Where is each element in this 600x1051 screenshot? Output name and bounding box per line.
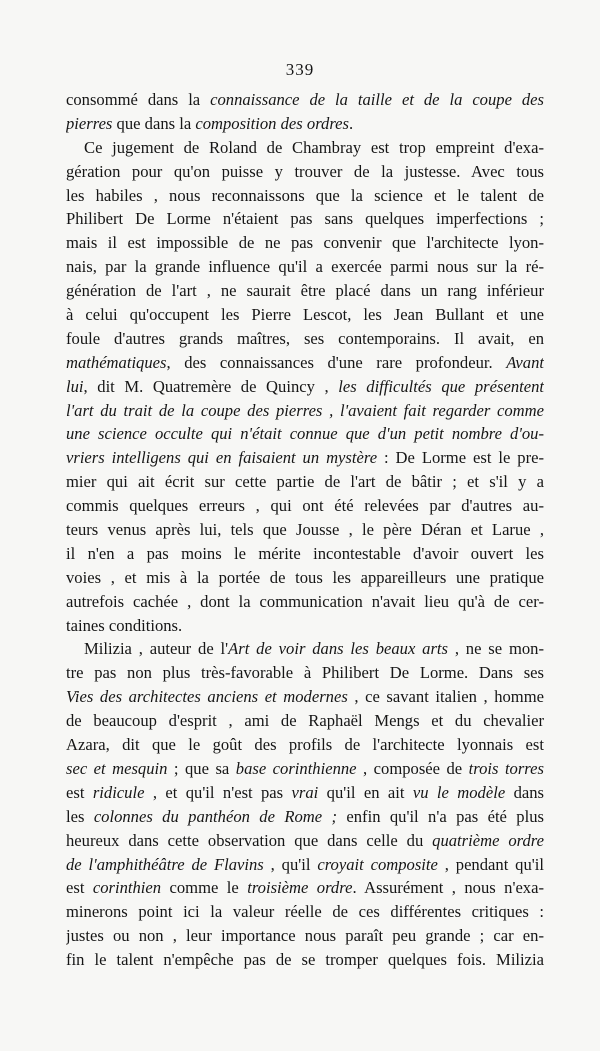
text-line	[66, 351, 544, 375]
text-run: autrefois cachée , dont la communication n'avait lieu qu'à de cer-	[66, 591, 544, 611]
italic-text: mathématiques	[66, 352, 167, 372]
text-line	[66, 399, 544, 423]
text-line	[66, 614, 544, 638]
text-line	[66, 160, 544, 184]
text-run: justes ou non , leur importance nous paraît peu grande ; car en-	[66, 926, 544, 946]
italic-text: colonnes du panthéon de Rome ;	[93, 806, 338, 826]
text-line	[66, 255, 544, 279]
text-run: , pendant qu'il	[437, 854, 544, 874]
text-run: que dans la	[112, 113, 196, 133]
text-run: consommé dans la	[66, 90, 211, 109]
text-run: nais, par la grande influence qu'il a exercée parmi nous sur la ré-	[66, 257, 544, 277]
text-run: il n'en a pas moins le mérite incontestable d'avoir ouvert les	[66, 543, 544, 563]
text-run: Azara, dit que le goût des profils de l'architecte lyonnais est	[66, 735, 544, 755]
italic-text: vu le modèle	[412, 782, 506, 802]
text-line	[66, 518, 544, 542]
text-line	[66, 446, 544, 470]
text-line	[66, 327, 544, 351]
text-line	[66, 375, 544, 399]
text-run: génération de l'art , ne saurait être placé dans un rang inférieur	[66, 281, 544, 301]
italic-text: lui	[66, 376, 84, 396]
text-line	[66, 709, 544, 733]
text-run: , qu'il	[263, 854, 318, 874]
italic-text: troisième ordre	[247, 878, 353, 898]
italic-text: sec et mesquin	[66, 758, 168, 778]
italic-text: Vies des architectes anciens et modernes	[66, 687, 348, 707]
text-line	[66, 136, 544, 160]
text-line	[66, 948, 544, 972]
text-run: Milizia , auteur de l'	[84, 639, 229, 659]
text-line	[66, 470, 544, 494]
text-line	[66, 542, 544, 566]
italic-text: les difficultés que présentent	[338, 376, 544, 396]
text-line	[66, 805, 544, 829]
italic-text: de l'amphithéâtre de Flavins	[66, 854, 264, 874]
text-run: , ce savant italien , homme	[347, 687, 544, 707]
text-line	[66, 924, 544, 948]
text-run: tre pas non plus très-favorable à Philibert De Lorme. Dans ses	[66, 663, 544, 683]
text-run: à celui qu'occupent les Pierre Lescot, les Jean Bullant et une	[66, 305, 544, 325]
text-run: , composée de	[356, 758, 469, 778]
text-line	[66, 231, 544, 255]
text-run: heureux dans cette observation que dans celle du	[66, 830, 433, 850]
italic-text: croyait composite	[317, 854, 438, 874]
paragraph	[66, 637, 544, 971]
paragraph	[66, 88, 544, 136]
text-line	[66, 733, 544, 757]
italic-text: pierres	[66, 113, 113, 133]
text-run: mier qui ait écrit sur cette partie de l'art de bâtir ; et s'il y a	[66, 472, 544, 492]
text-run: les habiles , nous reconnaissons que la science et le talent de	[66, 185, 544, 205]
text-line	[66, 637, 544, 661]
text-run: comme le	[161, 878, 248, 898]
text-line	[66, 88, 544, 112]
text-run: , des connaissances d'une rare profondeur.	[166, 352, 507, 372]
text-run: commis quelques erreurs , qui ont été relevées par d'autres au-	[66, 496, 544, 516]
text-line	[66, 422, 544, 446]
text-run: les	[66, 806, 94, 826]
italic-text: quatrième ordre	[432, 830, 544, 850]
text-line	[66, 494, 544, 518]
italic-text: vriers intelligens qui en faisaient un mystère	[66, 448, 378, 468]
text-run: : De Lorme est le pre-	[377, 448, 544, 468]
text-line	[66, 184, 544, 208]
text-run: fin le talent n'empêche pas de se tromper quelques fois. Milizia	[66, 950, 544, 970]
italic-text: trois torres	[468, 758, 544, 778]
text-line	[66, 685, 544, 709]
text-run: enfin qu'il n'a pas été plus	[337, 806, 544, 826]
italic-text: ridicule	[92, 782, 145, 802]
text-run: qu'il en ait	[318, 782, 413, 802]
text-run: teurs venus après lui, tels que Jousse , le père Déran et Larue ,	[66, 520, 544, 540]
text-run: taines conditions.	[66, 615, 183, 635]
text-run: gération pour qu'on puisse y trouver de la justesse. Avec tous	[66, 161, 544, 181]
page-number: 339	[285, 60, 315, 79]
text-line	[66, 853, 544, 877]
text-run: , et qu'il n'est pas	[144, 782, 292, 802]
body-text	[66, 88, 544, 972]
text-line	[66, 303, 544, 327]
paragraph	[66, 136, 544, 638]
text-run: dans	[505, 782, 544, 802]
text-line	[66, 566, 544, 590]
text-line	[66, 661, 544, 685]
italic-text: une science occulte qui n'était connue que d'un petit nombre d'ou-	[66, 424, 544, 444]
text-line	[66, 829, 544, 853]
text-run: Ce jugement de Roland de Chambray est trop empreint d'exa-	[84, 137, 544, 157]
text-run: est	[66, 878, 93, 898]
text-run: . Assurément , nous n'exa-	[352, 878, 544, 898]
text-run: ; que sa	[167, 758, 236, 778]
text-run: voies , et mis à la portée de tous les appareilleurs une pratique	[66, 567, 544, 587]
text-run: de beaucoup d'esprit , ami de Raphaël Mengs et du chevalier	[66, 711, 544, 731]
italic-text: Avant	[506, 352, 544, 372]
text-run: est	[66, 782, 93, 802]
text-line	[66, 207, 544, 231]
italic-text: vrai	[291, 782, 319, 802]
text-run: , dit M. Quatremère de Quincy ,	[83, 376, 339, 396]
italic-text: Art de voir dans les beaux arts	[228, 639, 448, 659]
text-line	[66, 781, 544, 805]
text-run: minerons point ici la valeur réelle de ces différentes critiques :	[66, 902, 544, 922]
text-line	[66, 757, 544, 781]
text-run: .	[349, 113, 354, 133]
text-line	[66, 279, 544, 303]
text-run: mais il est impossible de ne pas convenir que l'architecte lyon-	[66, 233, 544, 253]
text-line	[66, 590, 544, 614]
text-line	[66, 112, 544, 136]
text-run: , ne se mon-	[447, 639, 544, 659]
text-run: Philibert De Lorme n'étaient pas sans quelques imperfections ;	[66, 209, 544, 229]
italic-text: corinthien	[92, 878, 162, 898]
text-line	[66, 900, 544, 924]
text-run: foule d'autres grands maîtres, ses contemporains. Il avait, en	[66, 328, 544, 348]
italic-text: composition des ordres	[195, 113, 349, 133]
italic-text: connaissance de la taille et de la coupe des	[210, 90, 544, 109]
italic-text: l'art du trait de la coupe des pierres , l'avaient fait regarder comme	[66, 400, 544, 420]
italic-text: base corinthienne	[235, 758, 357, 778]
text-line	[66, 876, 544, 900]
